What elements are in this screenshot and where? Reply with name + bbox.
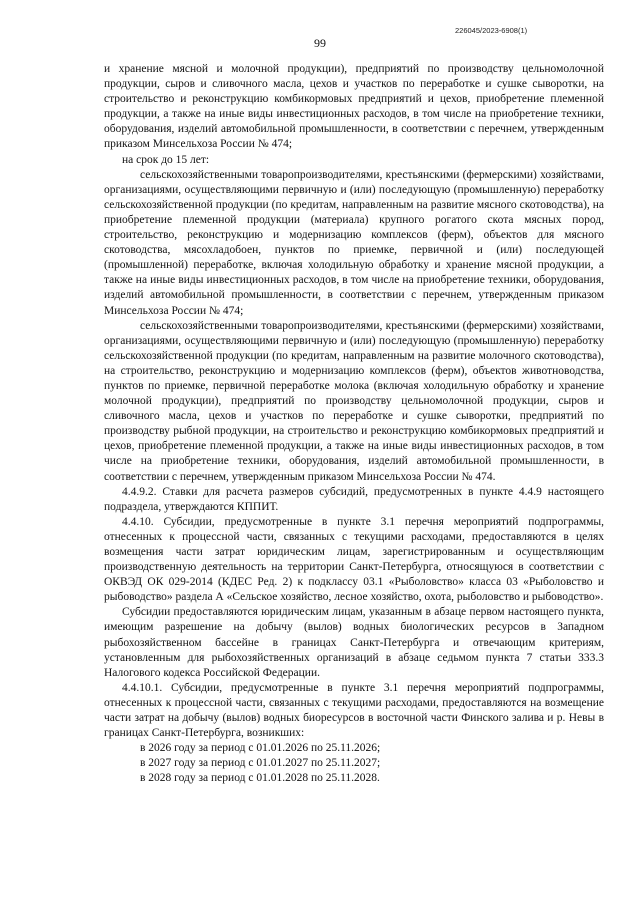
list-item: в 2027 году за период с 01.01.2027 по 25.11.2027; bbox=[140, 757, 381, 770]
paragraph: сельскохозяйственными товаропроизводителями, крестьянскими (фермерскими) хозяйствами, организациями, осуществляющими первичную и (или) последующую (промышленную) переработку сельскохозяйственной продукции (по кредитам, направленным на развитие мясного скотоводства), на приобретение племенной продукции (материала) крупного рогатого скота мясных пород, строительство, реконструкцию и модернизацию комплексов (ферм), объектов для мясного скотоводства, мясохладобоен, пунктов по приемке, первичной и (или) последующей (промышленной) переработке, включая холодильную обработку и хранение мясной продукции, а также на иные виды инвестиционных расходов, в том числе на приобретение техники, оборудования, изделий автомобильной промышленности, в соответствии с перечнем, утвержденным приказом Минсельхоза России № 474; bbox=[104, 168, 604, 317]
list-item: в 2028 году за период с 01.01.2028 по 25.11.2028. bbox=[140, 772, 380, 785]
document-body bbox=[104, 62, 604, 787]
document-number: 226045/2023-6908(1) bbox=[455, 26, 528, 35]
paragraph: на срок до 15 лет: bbox=[122, 153, 210, 166]
paragraph: Субсидии предоставляются юридическим лицам, указанным в абзаце первом настоящего пункта, имеющим разрешение на добычу (вылов) водных биологических ресурсов в Западном рыбохозяйственном бассейне в границах Санкт-Петербурга и отвечающим критериям, установленным для рыбохозяйственных организаций в абзаце седьмом пункта 7 статьи 333.3 Налогового кодекса Российской Федерации. bbox=[104, 606, 604, 679]
list-item: в 2026 году за период с 01.01.2026 по 25.11.2026; bbox=[140, 742, 381, 755]
paragraph: 4.4.9.2. Ставки для расчета размеров субсидий, предусмотренных в пункте 4.4.9 настоящего подраздела, утверждаются КППИТ. bbox=[104, 485, 604, 513]
paragraph: сельскохозяйственными товаропроизводителями, крестьянскими (фермерскими) хозяйствами, организациями, осуществляющими первичную и (или) последующую (промышленную) переработку сельскохозяйственной продукции (по кредитам, направленным на развитие молочного скотоводства), на строительство, реконструкцию и модернизацию комплексов (ферм), объектов животноводства, пунктов по приемке, первичной переработке молока (включая холодильную обработку и хранение молочной продукции), предприятий по производству цельномолочной продукции, сыров и сливочного масла, цехов и участков по переработке и сушке сыворотки, предприятий по производству рыбной продукции, на строительство и реконструкцию комбикормовых предприятий и цехов, приобретение племенной продукции, а также на иные виды инвестиционных расходов, в том числе на приобретение техники, оборудования, изделий автомобильной промышленности, в соответствии с перечнем, утвержденным приказом Минсельхоза России № 474. bbox=[104, 319, 604, 483]
paragraph: 4.4.10.1. Субсидии, предусмотренные в пункте 3.1 перечня мероприятий подпрограммы, отнесенных к процессной части, связанных с текущими расходами, предоставляются на возмещение части затрат на добычу (вылов) водных биоресурсов в восточной части Финского залива и р. Невы в границах Санкт-Петербурга, возникших: bbox=[104, 681, 604, 740]
paragraph: 4.4.10. Субсидии, предусмотренные в пункте 3.1 перечня мероприятий подпрограммы, отнесенных к процессной части, связанных с текущими расходами, предоставляются в целях возмещения части затрат юридическим лицам, зарегистрированным и осуществляющим производственную деятельность на территории Санкт-Петербурга, относящуюся в соответствии с ОКВЭД ОК 029-2014 (КДЕС Ред. 2) к подклассу 03.1 «Рыболовство» класса 03 «Рыболовство и рыбоводство» раздела А «Сельское хозяйство, лесное хозяйство, охота, рыболовство и рыбоводство». bbox=[104, 515, 604, 604]
paragraph: и хранение мясной и молочной продукции), предприятий по производству цельномолочной продукции, сыров и сливочного масла, цехов и участков по переработке и сушке сыворотки, на строительство и реконструкцию комбикормовых предприятий и цехов, приобретение племенной продукции, а также на иные виды инвестиционных расходов, в том числе на приобретение техники, оборудования, изделий автомобильной промышленности, в соответствии с перечнем, утвержденным приказом Минсельхоза России № 474; bbox=[104, 63, 604, 151]
page-number: 99 bbox=[314, 36, 326, 50]
